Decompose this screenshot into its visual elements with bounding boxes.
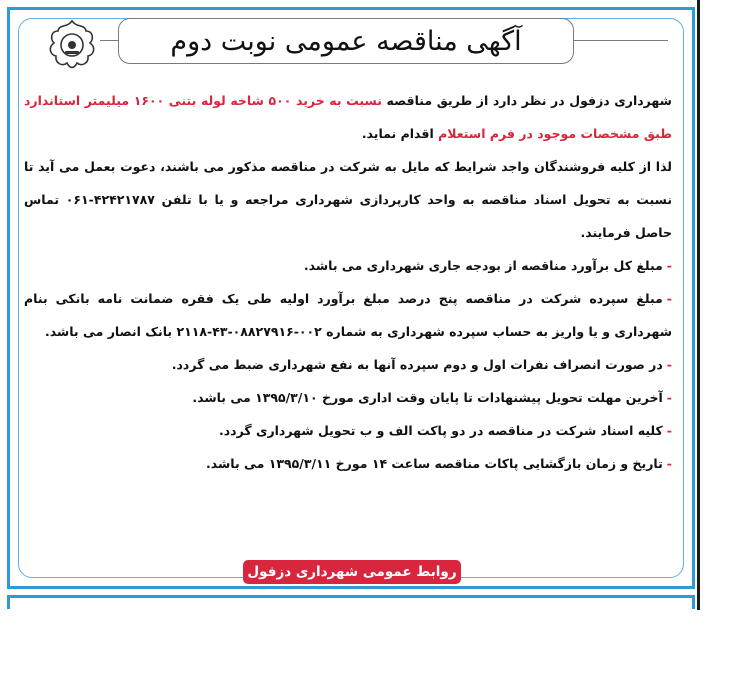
- intro-text-start: شهرداری دزفول در نظر دارد از طریق مناقصه: [381, 93, 672, 108]
- footer-publisher-label: روابط عمومی شهرداری دزفول: [247, 564, 457, 580]
- bullet-marker: -: [666, 390, 672, 405]
- bullet-item: [24, 348, 672, 381]
- bullet-item: [24, 414, 672, 447]
- bullet-text: مبلغ کل برآورد مناقصه از بودجه جاری شهرداری می باشد.: [303, 258, 663, 273]
- bullet-item: [24, 381, 672, 414]
- bullet-text: کلیه اسناد شرکت در مناقصه در دو پاکت الف و ب تحویل شهرداری گردد.: [219, 423, 663, 438]
- bullet-text: تاریخ و زمان بازگشایی پاکات مناقصه ساعت ۱۴ مورخ ۱۳۹۵/۳/۱۱ می باشد.: [206, 456, 663, 471]
- bullet-text: در صورت انصراف نفرات اول و دوم سپرده آنها به نفع شهرداری ضبط می گردد.: [171, 357, 663, 372]
- bullet-item: [24, 447, 672, 480]
- bullet-marker: -: [666, 357, 672, 372]
- municipality-emblem-icon: [44, 18, 100, 74]
- next-notice-border: [7, 595, 695, 609]
- intro-paragraph: [24, 84, 672, 150]
- bullet-marker: -: [666, 456, 672, 471]
- notice-title-box: [118, 18, 574, 64]
- bullet-item: [24, 282, 672, 348]
- notice-title: آگهی مناقصه عمومی نوبت دوم: [170, 25, 522, 57]
- notice-body: [24, 84, 672, 480]
- bullet-item: [24, 249, 672, 282]
- title-rule-left: [100, 40, 118, 41]
- intro-text-end: اقدام نماید.: [361, 126, 439, 141]
- footer-publisher-badge: [243, 560, 461, 584]
- bullet-marker: -: [666, 423, 672, 438]
- page-edge-bar: [697, 0, 700, 610]
- bullet-text: مبلغ سپرده شرکت در مناقصه پنج درصد مبلغ برآورد اولیه طی یک فقره ضمانت نامه بانکی بنام شهرداری و یا واریز به حساب سپرده شهرداری به شماره ۰۰۲-۰۸۸۲۷۹۱۶-۴۳-۲۱۱۸ بانک انصار می باشد.: [24, 291, 672, 339]
- bullet-marker: -: [666, 258, 672, 273]
- title-rule-right: [572, 40, 668, 41]
- invitation-paragraph: لذا از کلیه فروشندگان واجد شرایط که مایل به شرکت در مناقصه مذکور می باشند، دعوت بعمل می آید تا نسبت به تحویل اسناد مناقصه به واحد کارپردازی شهرداری مراجعه و یا با تلفن ۴۲۴۲۱۷۸۷-۰۶۱ تماس حاصل فرمایند.: [24, 159, 673, 240]
- bullet-text: آخرین مهلت تحویل پیشنهادات تا پایان وقت اداری مورخ ۱۳۹۵/۳/۱۰ می باشد.: [192, 390, 663, 405]
- intro-highlight: نسبت به خرید ۵۰۰ شاخه لوله بتنی ۱۶۰۰ میلیمتر استاندارد طبق مشخصات موجود در فرم استعلام: [24, 93, 672, 141]
- bullet-marker: -: [666, 291, 672, 306]
